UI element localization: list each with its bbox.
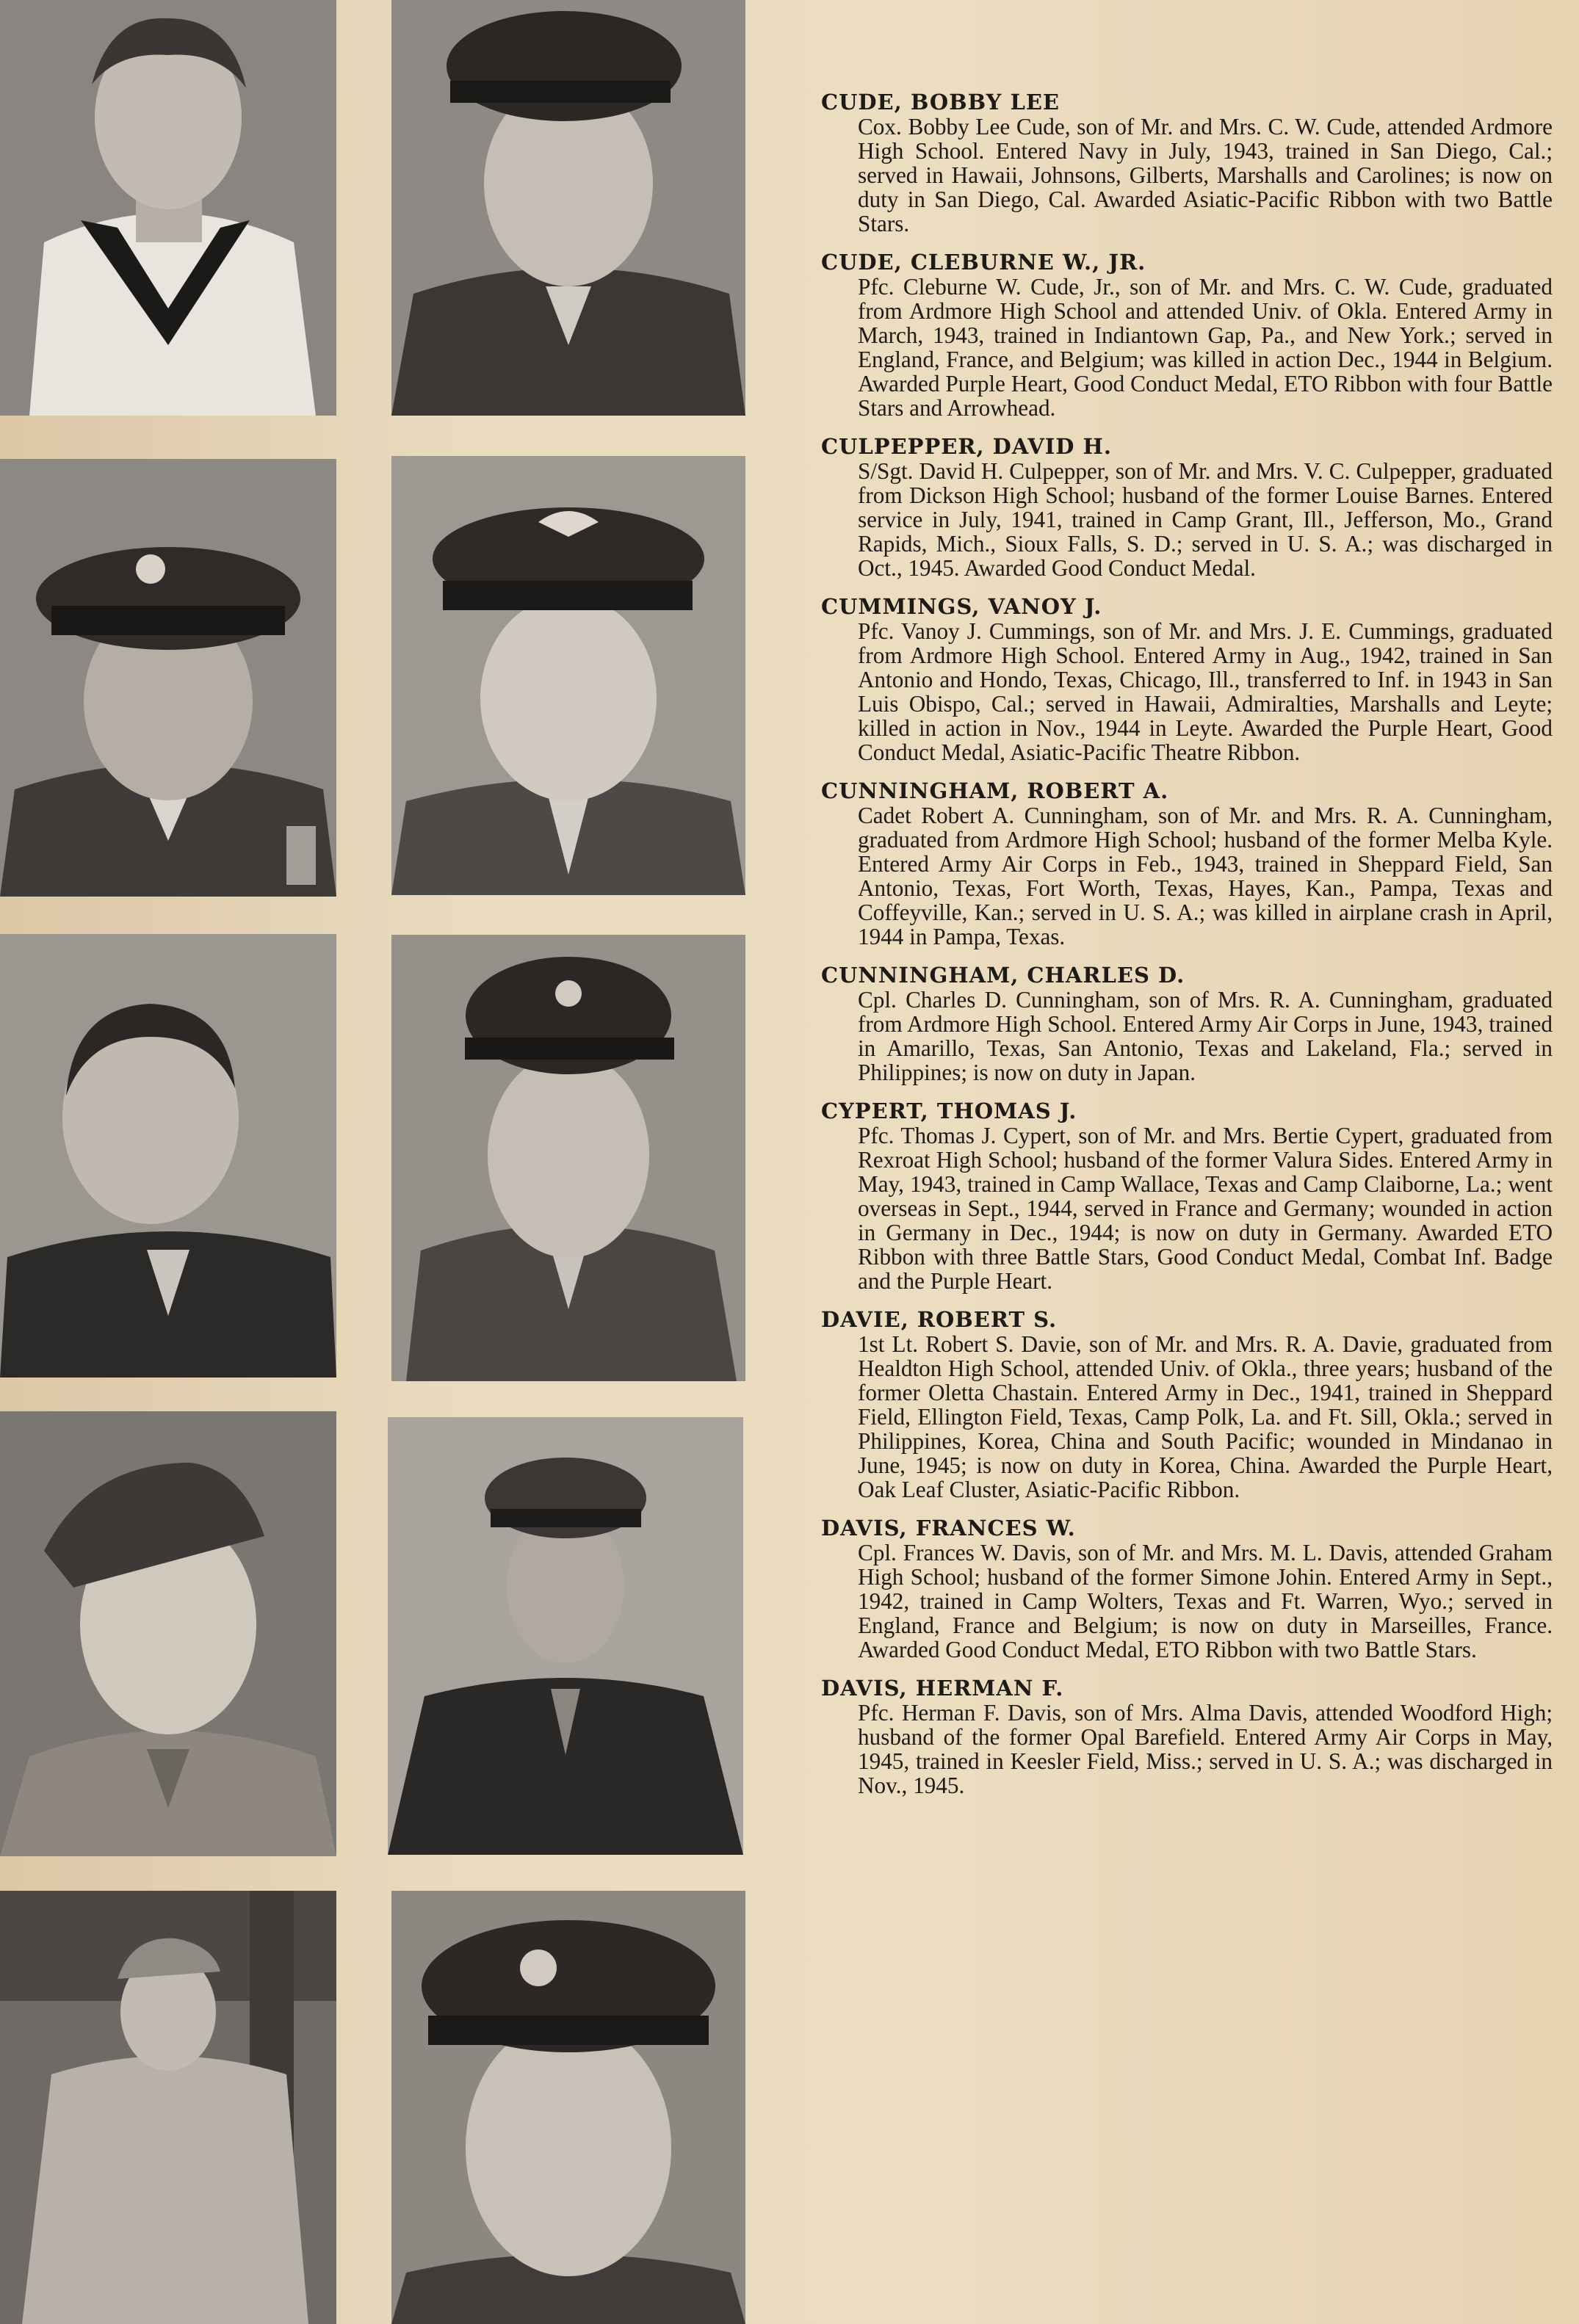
entry-name: CYPERT, THOMAS J. <box>821 1098 1077 1123</box>
entry-davie-robert <box>821 1307 1553 1502</box>
entry-text: Cox. Bobby Lee Cude, son of Mr. and Mrs. C. W. Cude, attended Ardmore High School. Entered Navy in July, 1943, trained in San Diego, Cal.; served in Hawaii, Johnsons, Gilberts, Marshalls and Carolines; is now on duty in San Diego, Cal. Awarded Asiatic-Pacific Ribbon with two Battle Stars. <box>858 114 1553 236</box>
entry-name: DAVIE, ROBERT S. <box>821 1307 1058 1332</box>
entry-name: CULPEPPER, DAVID H. <box>821 434 1113 459</box>
photo-cunningham-charles <box>391 935 745 1381</box>
entry-cunningham-robert <box>821 778 1553 949</box>
entry-text: Cpl. Frances W. Davis, son of Mr. and Mrs. M. L. Davis, attended Graham High School; husband of the former Simone Johin. Entered Army in Sept., 1942, trained in Camp Wolters, Texas and Ft. Warren, Wyo.; served in England, France and Belgium; is now on duty in Marseilles, France. Awarded Good Conduct Medal, ETO Ribbon with two Battle Stars. <box>858 1540 1553 1662</box>
entry-cude-cleburne <box>821 250 1553 420</box>
entry-text: Pfc. Vanoy J. Cummings, son of Mr. and Mrs. J. E. Cummings, graduated from Ardmore High School. Entered Army in Aug., 1942, trained in San Antonio and Hondo, Texas, Chicago, Ill., transferred to Inf. in 1943 in San Luis Obispo, Cal.; served in Hawaii, Admiralties, Marshalls and Leyte; killed in action in Nov., 1944 in Leyte. Awarded the Purple Heart, Good Conduct Medal, Asiatic-Pacific Theatre Ribbon. <box>858 618 1553 765</box>
entry-cypert-thomas <box>821 1098 1553 1293</box>
entry-text: Pfc. Cleburne W. Cude, Jr., son of Mr. and Mrs. C. W. Cude, graduated from Ardmore High School and attended Univ. of Okla. Entered Army in March, 1943, trained in Indiantown Gap, Pa., and New York.; served in England, France, and Belgium; was killed in action Dec., 1944 in Belgium. Awarded Purple Heart, Good Conduct Medal, ETO Ribbon with four Battle Stars and Arrowhead. <box>858 274 1553 421</box>
entry-name: CUDE, CLEBURNE W., JR. <box>821 250 1146 275</box>
entry-text: 1st Lt. Robert S. Davie, son of Mr. and Mrs. R. A. Davie, graduated from Healdton High School, attended Univ. of Okla., three years; husband of the former Oletta Chastain. Entered Army in Dec., 1941, trained in Sheppard Field, Ellington Field, Texas, Camp Polk, La. and Ft. Sill, Okla.; served in Philippines, Korea, China and South Pacific; wounded in Mindanao in June, 1945; is now on duty in Korea, China. Awarded the Purple Heart, Oak Leaf Cluster, Asiatic-Pacific Ribbon. <box>858 1331 1553 1502</box>
biography-list <box>821 90 1553 1811</box>
entry-name: CUNNINGHAM, CHARLES D. <box>821 963 1185 988</box>
entry-text: S/Sgt. David H. Culpepper, son of Mr. and Mrs. V. C. Culpepper, graduated from Dickson High School; husband of the former Louise Barnes. Entered service in July, 1941, trained in Camp Grant, Ill., Jefferson, Mo., Grand Rapids, Mich., Sioux Falls, S. D.; served in U. S. A.; was discharged in Oct., 1945. Awarded Good Conduct Medal. <box>858 458 1553 581</box>
entry-name: CUNNINGHAM, ROBERT A. <box>821 778 1169 803</box>
entry-text: Pfc. Herman F. Davis, son of Mrs. Alma Davis, attended Woodford High; husband of the former Opal Barefield. Entered Army Air Corps in May, 1945, trained in Keesler Field, Miss.; served in U. S. A.; was discharged in Nov., 1945. <box>858 1700 1553 1798</box>
entry-name: DAVIS, HERMAN F. <box>821 1676 1064 1701</box>
entry-davis-herman <box>821 1676 1553 1798</box>
entry-name: DAVIS, FRANCES W. <box>821 1516 1076 1541</box>
photo-cude-bobby-lee <box>0 0 336 416</box>
entry-cude-bobby-lee <box>821 90 1553 236</box>
entry-name: CUMMINGS, VANOY J. <box>821 594 1102 619</box>
photo-cude-cleburne <box>391 0 745 416</box>
entry-davis-frances <box>821 1516 1553 1662</box>
entry-cummings-vanoy <box>821 594 1553 764</box>
photo-cummings-vanoy <box>391 456 745 895</box>
entry-name: CUDE, BOBBY LEE <box>821 90 1061 115</box>
photo-davis-herman <box>391 1891 745 2324</box>
photo-davis-frances <box>0 1891 336 2324</box>
photo-culpepper-david <box>0 459 336 897</box>
entry-cunningham-charles <box>821 963 1553 1085</box>
photo-davie-robert <box>388 1417 743 1855</box>
entry-culpepper-david <box>821 434 1553 580</box>
photo-cypert-thomas <box>0 1411 336 1856</box>
entry-text: Cpl. Charles D. Cunningham, son of Mrs. R. A. Cunningham, graduated from Ardmore High School. Entered Army Air Corps in June, 1943, trained in Amarillo, Texas, San Antonio, Texas and Lakeland, Fla.; served in Philippines; is now on duty in Japan. <box>858 987 1553 1085</box>
photo-cunningham-robert <box>0 934 336 1378</box>
entry-text: Cadet Robert A. Cunningham, son of Mr. and Mrs. R. A. Cunningham, graduated from Ardmore High School; husband of the former Melba Kyle. Entered Army Air Corps in Feb., 1943, trained in Sheppard Field, San Antonio, Texas, Fort Worth, Texas, Hayes, Kan., Pampa, Texas and Coffeyville, Kan.; served in U. S. A.; was killed in airplane crash in April, 1944 in Pampa, Texas. <box>858 803 1553 949</box>
entry-text: Pfc. Thomas J. Cypert, son of Mr. and Mrs. Bertie Cypert, graduated from Rexroat High School; husband of the former Valura Sides. Entered Army in May, 1943, trained in Camp Wallace, Texas and Camp Claiborne, La.; went overseas in Sept., 1944, served in France and Germany; wounded in action in Germany in Dec., 1944; is now on duty in Germany. Awarded ETO Ribbon with three Battle Stars, Good Conduct Medal, Combat Inf. Badge and the Purple Heart. <box>858 1123 1553 1294</box>
